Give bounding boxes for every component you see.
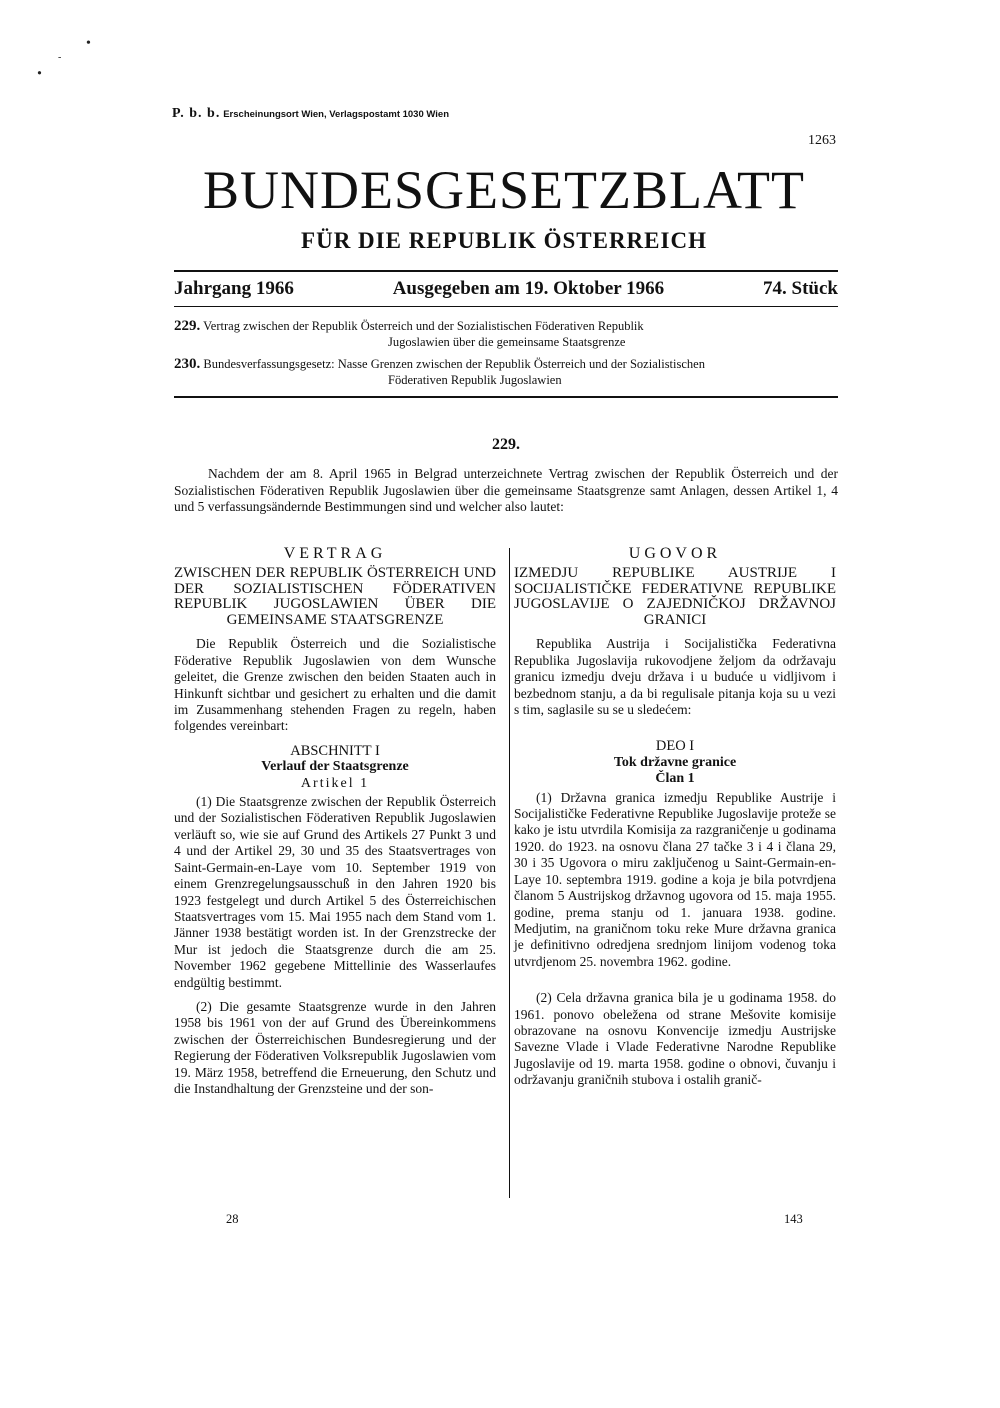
toc-line bbox=[174, 318, 838, 334]
page-number: 1263 bbox=[808, 133, 836, 148]
spacer bbox=[514, 978, 836, 990]
serbian-column bbox=[514, 546, 836, 1097]
footer-number-left: 28 bbox=[226, 1212, 239, 1226]
toc-item bbox=[174, 318, 838, 350]
footer-number-right: 143 bbox=[784, 1212, 803, 1226]
toc-continuation: Jugoslawien über die gemeinsame Staatsgrenze bbox=[388, 335, 626, 349]
column-divider bbox=[509, 548, 510, 1198]
section-number: 229. bbox=[492, 436, 520, 453]
rule-toc bbox=[174, 396, 838, 398]
article-paragraph-1: (1) Die Staatsgrenze zwischen der Republik Österreich und der Sozialistischen Föderativen Republik Jugoslawien verläuft so, wie sie auf Grund des Artikels 27 Punkt 3 und 4 und der Artikel 29, 30 und 35 des Staatsvertrages von Saint-Germain-en-Laye vom 10. September 1919 von einem Grenzregelungsausschuß in den Jahren 1920 bis 1923 festgelegt und durch Artikel 5 des Österreichischen Staatsvertrages vom 15. Mai 1955 nach dem Stand vom 1. Jänner 1938 bestätigt worden ist. In der Grenzstrecke der Mur ist jedoch die Staatsgrenze durch die am 25. November 1962 gegebene Mittellinie des Wasserlaufes endgültig bestimmt. bbox=[174, 794, 496, 990]
scan-speck: • bbox=[86, 36, 91, 51]
rule-top bbox=[174, 270, 838, 272]
issue-date: Ausgegeben am 19. Oktober 1966 bbox=[392, 278, 665, 299]
pbh-label: P. b. b. bbox=[172, 106, 221, 121]
toc-continuation: Föderativen Republik Jugoslawien bbox=[388, 373, 562, 387]
treaty-title: ZWISCHEN DER REPUBLIK ÖSTERREICH UND DER SOZIALISTISCHEN FÖDERATIVEN REPUBLIK JUGOSLAWIEN ÜBER DIE GEMEINSAME STAATSGRENZE bbox=[174, 565, 496, 628]
section-title: Verlauf der Staatsgrenze bbox=[261, 759, 409, 775]
german-column bbox=[174, 546, 496, 1105]
scan-speck: • bbox=[32, 66, 46, 81]
article-paragraph-2: (2) Die gesamte Staatsgrenze wurde in den Jahren 1958 bis 1961 von der auf Grund des Übereinkommens zwischen der Österreichischen Bundesregierung und der Regierung der Föderativen Volksrepublik Jugoslawien vom 19. März 1958, betreffend die Erneuerung, den Schutz und die Instandhaltung der Grenzsteine und der son- bbox=[174, 998, 496, 1096]
article-paragraph-2: (2) Cela državna granica bila je u godinama 1958. do 1961. ponovo obeležena od strane Mešovite komisije obrazovane na osnovu Konvencije izmedju Austrijske Savezne Vlade i Vlade Federativne Narodne Republike Jugoslavije od 19. marta 1958. godine o obnovi, čuvanju i održavanju graničnih stubova i ostalih granič- bbox=[514, 990, 836, 1088]
masthead-subtitle: FÜR DIE REPUBLIK ÖSTERREICH bbox=[301, 228, 707, 253]
treaty-heading: VERTRAG bbox=[283, 545, 387, 562]
toc-text: Bundesverfassungsgesetz: Nasse Grenzen zwischen der Republik Österreich und der Sozialistischen bbox=[203, 357, 705, 371]
scan-speck: - bbox=[58, 52, 62, 63]
issue-year: Jahrgang 1966 bbox=[174, 278, 294, 299]
article-paragraph-1: (1) Državna granica izmedju Republike Austrije i Socijalističke Federativne Republike Jugoslavije proteže se kako je istu utvrdila Komisija za razgraničenje u godinama 1920. do 1923. na osnovu člana 27 tačke 3 i 4 i člana 29, 30 i 35 Ugovora o miru zaključenog u Saint-Germain-en-Laye 10. septembra 1919. godine a koja je bila potvrdjena članom 5 Austrijskog državnog ugovora od 15. maja 1955. godine, prema stanju od 1. januara 1938. godine. Medjutim, na graničnom toku reke Mure državna granica je definitivno odredjena srednjom linijom vodenog toka utvrdjenom 25. novembra 1962. godine. bbox=[514, 789, 836, 969]
preamble: Republika Austrija i Socijalistička Federativna Republika Jugoslavija rukovodjene željom da održavaju granicu izmedju dveju država i u buduće u vidljivom i bezbednom stanju, a da bi regulisale pitanja koja su u vezi s tim, saglasile su se u sledećem: bbox=[514, 636, 836, 718]
section-title: Tok državne granice bbox=[613, 754, 737, 770]
intro-paragraph: Nachdem der am 8. April 1965 in Belgrad unterzeichnete Vertrag zwischen der Republik Österreich und der Sozialistischen Föderativen Republik Jugoslawien über die gemeinsame Staatsgrenze samt Anlagen, dessen Artikel 1, 4 und 5 verfassungsändernde Bestimmungen sind und welcher also lautet: bbox=[174, 466, 838, 514]
rule-issue bbox=[174, 306, 838, 307]
section-heading: ABSCHNITT I bbox=[290, 742, 380, 759]
toc-line bbox=[174, 356, 838, 372]
treaty-title: IZMEDJU REPUBLIKE AUSTRIJE I SOCIJALISTIČKE FEDERATIVNE REPUBLIKE JUGOSLAVIJE O ZAJEDNIČKOJ DRŽAVNOJ GRANICI bbox=[514, 565, 836, 628]
article-heading: Član 1 bbox=[655, 771, 695, 787]
imprint-text: Erscheinungsort Wien, Verlagspostamt 1030 Wien bbox=[223, 109, 450, 120]
spacer bbox=[514, 726, 836, 738]
toc-item bbox=[174, 356, 838, 388]
issue-line bbox=[174, 278, 838, 300]
treaty-heading: UGOVOR bbox=[628, 545, 722, 562]
masthead-title: BUNDESGESETZBLATT bbox=[203, 160, 805, 220]
issue-number: 74. Stück bbox=[763, 278, 838, 299]
toc-number: 229. bbox=[174, 318, 201, 334]
article-heading: Artikel 1 bbox=[300, 775, 370, 791]
toc-text: Vertrag zwischen der Republik Österreich und der Sozialistischen Föderativen Republik bbox=[203, 319, 644, 333]
postal-imprint bbox=[172, 106, 449, 122]
section-heading: DEO I bbox=[655, 738, 695, 755]
toc-number: 230. bbox=[174, 356, 201, 372]
preamble: Die Republik Österreich und die Sozialistische Föderative Republik Jugoslawien von dem Wunsche geleitet, die Grenze zwischen den beiden Staaten auch in Hinkunft sichtbar und gesichert zu erhalten und die damit im Zusammenhang stehenden Fragen zu regeln, haben folgendes vereinbart: bbox=[174, 636, 496, 734]
